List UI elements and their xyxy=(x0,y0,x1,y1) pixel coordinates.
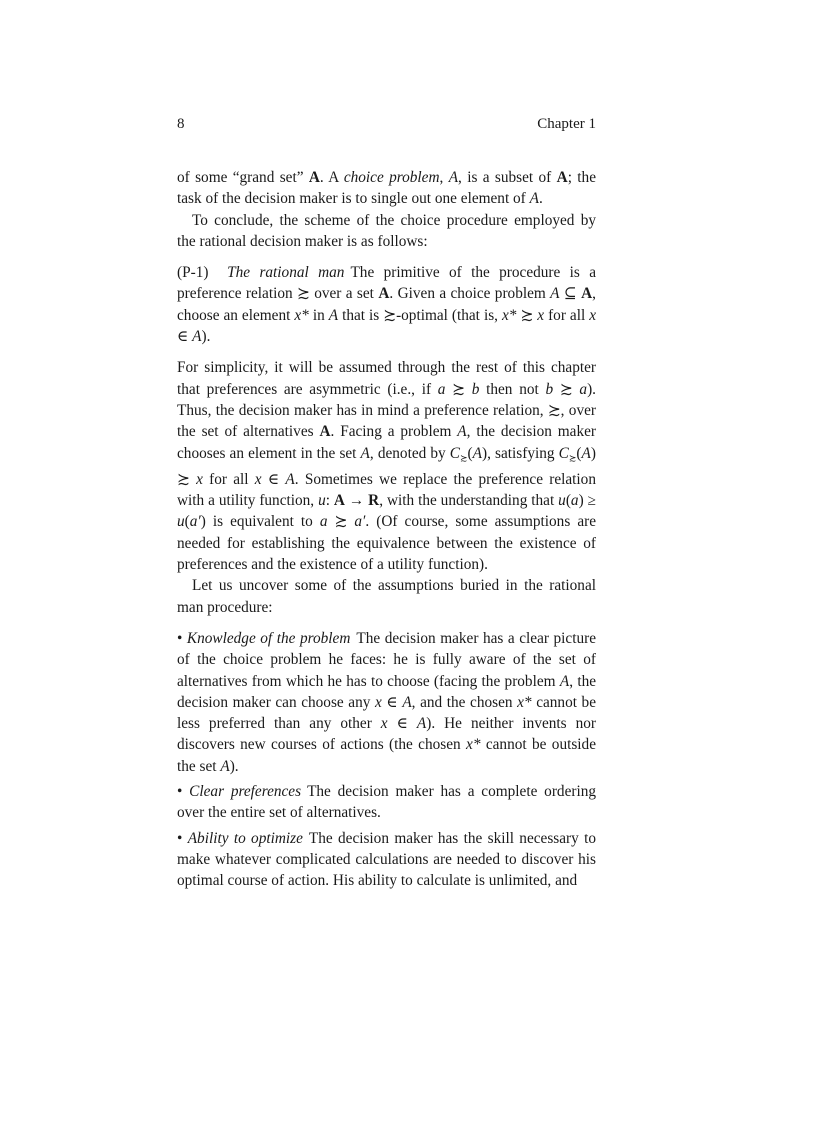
procedure-label: (P-1) xyxy=(177,264,209,282)
paragraph-conclude: To conclude, the scheme of the choice procedure employed by the rational decision maker is as follows: xyxy=(177,211,596,250)
paragraph-grand-set: of some “grand set” A. A choice problem, A, is a subset of A; the task of the decision maker is to single out one element of A. xyxy=(177,169,596,208)
assumption-ability-to-optimize: • Ability to optimize The decision maker has the skill necessary to make whatever complicated calculations are needed to discover his optimal course of action. His ability to calculate is unlimited, and xyxy=(177,829,596,890)
procedure-title: The rational man xyxy=(227,264,345,282)
assumption-title: Ability to optimize xyxy=(187,829,303,847)
body-text xyxy=(177,167,596,892)
book-page xyxy=(177,113,596,892)
paragraph-uncover: Let us uncover some of the assumptions buried in the rational man procedure: xyxy=(177,577,596,616)
running-head xyxy=(177,113,596,135)
assumption-knowledge: • Knowledge of the problem The decision maker has a clear picture of the choice problem he faces: he is fully aware of the set of alternatives from which he has to choose (facing the problem A, the decision maker can choose any x ∈ A, and the chosen x* cannot be less preferred than any other x ∈ A). He neither invents nor discovers new courses of actions (the chosen x* cannot be outside the set A). xyxy=(177,629,597,775)
bullet-mark: • xyxy=(177,783,190,801)
page-number: 8 xyxy=(177,116,185,132)
bullet-mark: • xyxy=(177,829,188,847)
assumption-clear-preferences: • Clear preferences The decision maker has a complete ordering over the entire set of alternatives. xyxy=(177,783,596,822)
paragraph-simplicity: For simplicity, it will be assumed through the rest of this chapter that preferences are asymmetric (i.e., if a ≿ b then not b ≿ a). Thus, the decision maker has in mind a preference relation, ≿, over the set of alternatives A. Facing a problem A, the decision maker chooses an element in the set A, denoted by $C_≿(A)$, satisfying $C_≿(A)$ ≿ x for all x ∈ A. Sometimes we replace the preference relation with a utility function, u: A → R, with the understanding that u(a) ≥ u(a′) is equivalent to a ≿ a′. (Of course, some assumptions are needed for establishing the equivalence between the existence of preferences and the existence of a utility function). xyxy=(177,359,596,574)
procedure-p1: (P-1) The rational man The primitive of the procedure is a preference relation ≿ over a set A. Given a choice problem A ⊆ A, choose an element x* in A that is ≿-optimal (that is, x* ≿ x for all x ∈ A). xyxy=(177,264,597,346)
assumption-title: Knowledge of the problem xyxy=(186,629,351,647)
assumption-title: Clear preferences xyxy=(189,783,302,801)
bullet-mark: • xyxy=(177,629,187,647)
chapter-title: Chapter 1 xyxy=(537,116,596,132)
